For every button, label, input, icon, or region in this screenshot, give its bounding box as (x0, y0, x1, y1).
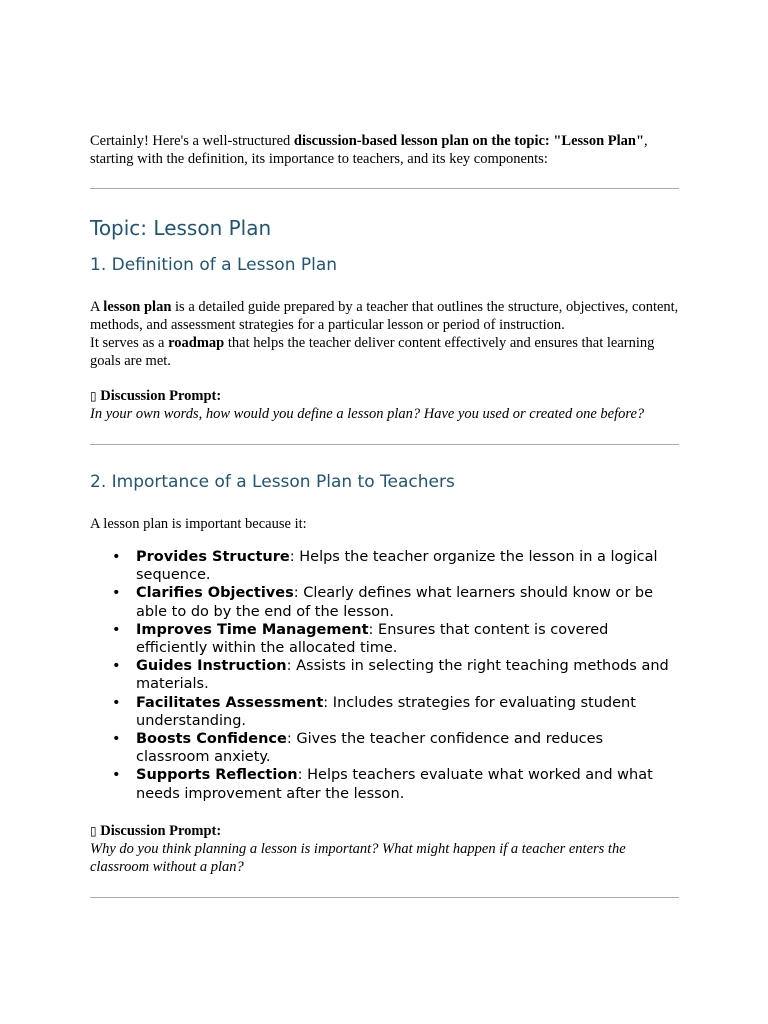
divider (90, 444, 679, 445)
definition-text-end: is a detailed guide prepared by a teacher that outlines the structure, objectives, content, methods, and assessment strategies for a particular lesson or period of instruction. (90, 299, 679, 333)
list-item-description: : Clearly defines what learners should know or be able to do by the end of the lesson. (136, 585, 654, 620)
bullet-icon: • (112, 694, 121, 711)
list-item-description: : Includes strategies for evaluating student understanding. (136, 694, 636, 729)
section-1-heading: 1. Definition of a Lesson Plan (90, 255, 338, 275)
divider (90, 897, 679, 898)
discussion-prompt-1 (90, 387, 679, 423)
prompt-icon: ▯ (90, 824, 97, 838)
list-item (90, 657, 679, 693)
section-2-heading: 2. Importance of a Lesson Plan to Teachers (90, 472, 455, 492)
bullet-icon: • (112, 621, 121, 638)
prompt-label: Discussion Prompt: (100, 388, 222, 404)
list-item-term: Clarifies Objectives (136, 585, 294, 602)
list-item (90, 621, 679, 657)
list-item (90, 694, 679, 730)
intro-paragraph (90, 132, 679, 168)
divider (90, 188, 679, 189)
list-item-term: Provides Structure (136, 549, 290, 565)
prompt-label: Discussion Prompt: (100, 823, 222, 839)
definition-paragraph (90, 298, 679, 370)
list-item (90, 548, 679, 584)
prompt-question: In your own words, how would you define a lesson plan? Have you used or created one before? (90, 406, 645, 422)
bullet-icon: • (112, 585, 121, 602)
list-item-term: Supports Reflection (136, 767, 298, 784)
definition-text-start: A (90, 299, 104, 315)
list-item-description: : Helps teachers evaluate what worked and what needs improvement after the lesson. (136, 767, 653, 802)
list-item-description: : Gives the teacher confidence and reduces classroom anxiety. (136, 731, 604, 766)
list-item-term: Facilitates Assessment (136, 694, 324, 711)
prompt-icon: ▯ (90, 389, 97, 403)
prompt-question: Why do you think planning a lesson is important? What might happen if a teacher enters the classroom without a plan? (90, 841, 626, 875)
bullet-icon: • (112, 731, 121, 748)
list-item (90, 730, 679, 766)
definition-term: lesson plan (103, 299, 172, 315)
list-item-description: : Assists in selecting the right teaching methods and materials. (136, 658, 669, 693)
list-item-description: : Ensures that content is covered efficiently within the allocated time. (136, 621, 609, 657)
list-item-term: Guides Instruction (136, 658, 287, 675)
discussion-prompt-2 (90, 822, 679, 876)
list-item-description: : Helps the teacher organize the lesson in a logical sequence. (136, 549, 658, 584)
intro-text-end: , starting with the definition, its importance to teachers, and its key components: (90, 133, 648, 167)
list-item (90, 584, 679, 620)
roadmap-text-end: that helps the teacher deliver content effectively and ensures that learning goals are met. (90, 335, 655, 369)
bullet-icon: • (112, 549, 121, 565)
intro-bold-text: discussion-based lesson plan on the topic: "Lesson Plan" (293, 133, 645, 149)
roadmap-text-start: It serves as a (90, 335, 169, 351)
topic-heading: Topic: Lesson Plan (90, 216, 272, 240)
bullet-icon: • (112, 658, 121, 675)
bullet-icon: • (112, 767, 121, 784)
roadmap-term: roadmap (168, 335, 225, 351)
intro-text-start: Certainly! Here's a well-structured (90, 133, 294, 149)
list-item-term: Boosts Confidence (136, 731, 287, 748)
list-item-term: Improves Time Management (136, 621, 369, 638)
importance-lead: A lesson plan is important because it: (90, 516, 307, 532)
list-item (90, 766, 679, 802)
importance-list (90, 548, 679, 803)
